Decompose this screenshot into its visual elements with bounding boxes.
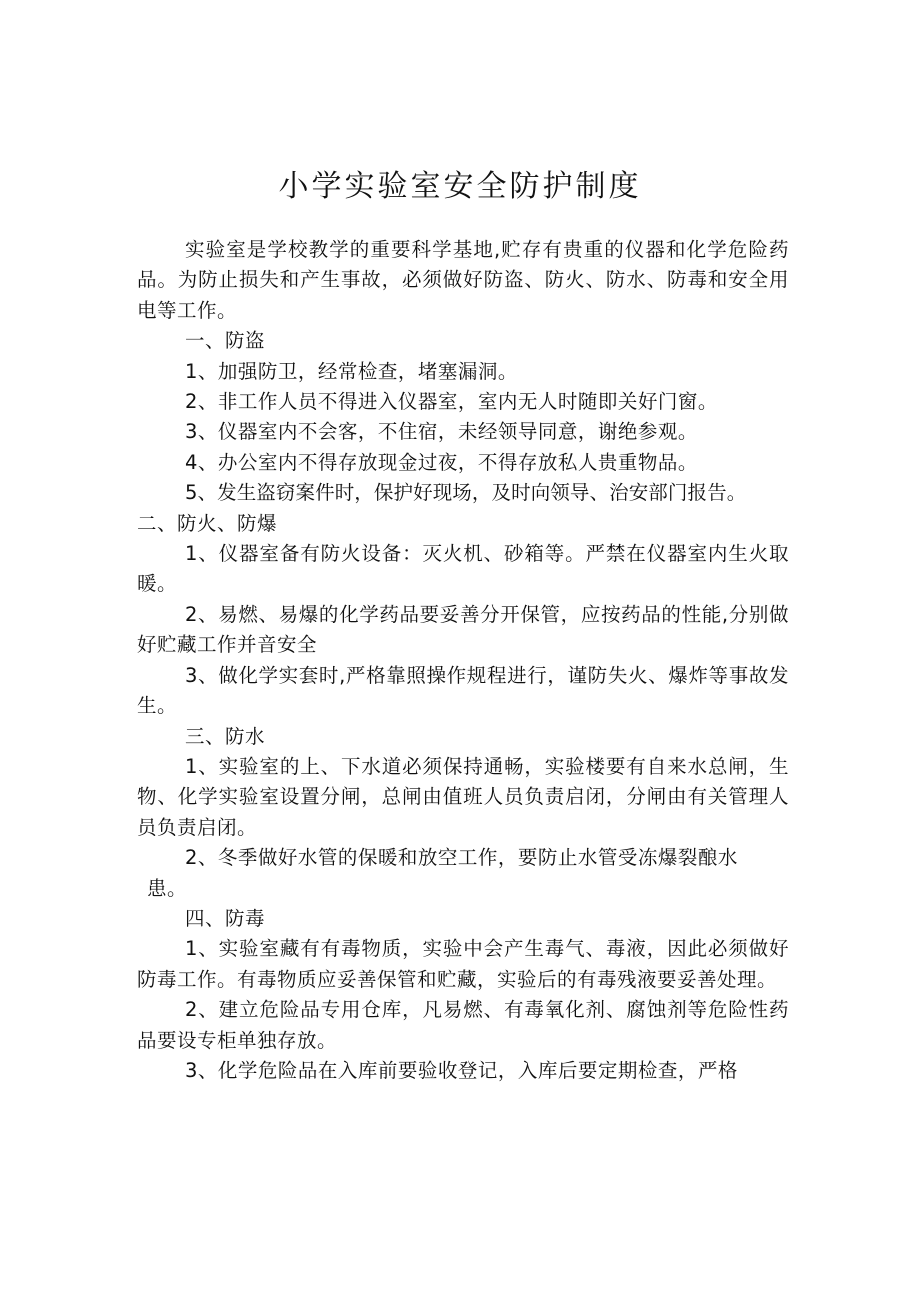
list-item: 3、仪器室内不会客，不住宿，未经领导同意，谢绝参观。 (185, 420, 698, 444)
list-item: 2、非工作人员不得进入仪器室，室内无人时随即关好门窗。 (185, 390, 718, 414)
list-item: 1、加强防卫，经常检查，堵塞漏洞。 (185, 359, 518, 383)
list-item: 4、办公室内不得存放现金过夜，不得存放私人贵重物品。 (185, 450, 698, 474)
section-heading-theft: 一、防盗 (185, 329, 266, 353)
list-item: 3、化学危险品在入库前要验收登记，入库后要定期检查，严格 (185, 1058, 738, 1082)
list-item: 1、实验室的上、下水道必须保持通畅，实验楼要有自来水总闸，生物、化学实验室设置分闸，总闸由值班人员负责启闭，分闸由有关管理人员负责启闭。 (137, 754, 789, 839)
document-body (137, 235, 789, 1086)
list-item: 1、实验室藏有有毒物质，实验中会产生毒气、毒液，因此必须做好防毒工作。有毒物质应妥善保管和贮藏，实验后的有毒残液要妥善处理。 (137, 937, 789, 991)
list-item: 5、发生盗窃案件时，保护好现场，及时向领导、治安部门报告。 (185, 481, 747, 505)
section-heading-poison: 四、防毒 (185, 906, 266, 930)
intro-paragraph: 实验室是学校教学的重要科学基地,贮存有贵重的仪器和化学危险药品。为防止损失和产生事故，必须做好防盗、防火、防水、防毒和安全用电等工作。 (137, 238, 789, 322)
list-item: 2、冬季做好水管的保暖和放空工作，要防止水管受冻爆裂酿水 (185, 846, 738, 870)
list-item: 1、仪器室备有防火设备：灭火机、砂箱等。严禁在仪器室内生火取暖。 (137, 542, 789, 596)
section-heading-fire: 二、防火、防爆 (137, 511, 278, 535)
list-item-continuation: 患。 (147, 876, 188, 900)
page-title: 小学实验室安全防护制度 (278, 169, 642, 204)
list-item: 3、做化学实套时,严格靠照操作规程进行，谨防失火、爆炸等事故发生。 (137, 663, 789, 718)
list-item: 2、易燃、易爆的化学药品要妥善分开保管，应按药品的性能,分别做好贮藏工作并音安全 (137, 602, 789, 657)
section-heading-water: 三、防水 (185, 724, 266, 748)
list-item: 2、建立危险品专用仓库，凡易燃、有毒氧化剂、腐蚀剂等危险性药品要设专柜单独存放。 (137, 998, 789, 1052)
